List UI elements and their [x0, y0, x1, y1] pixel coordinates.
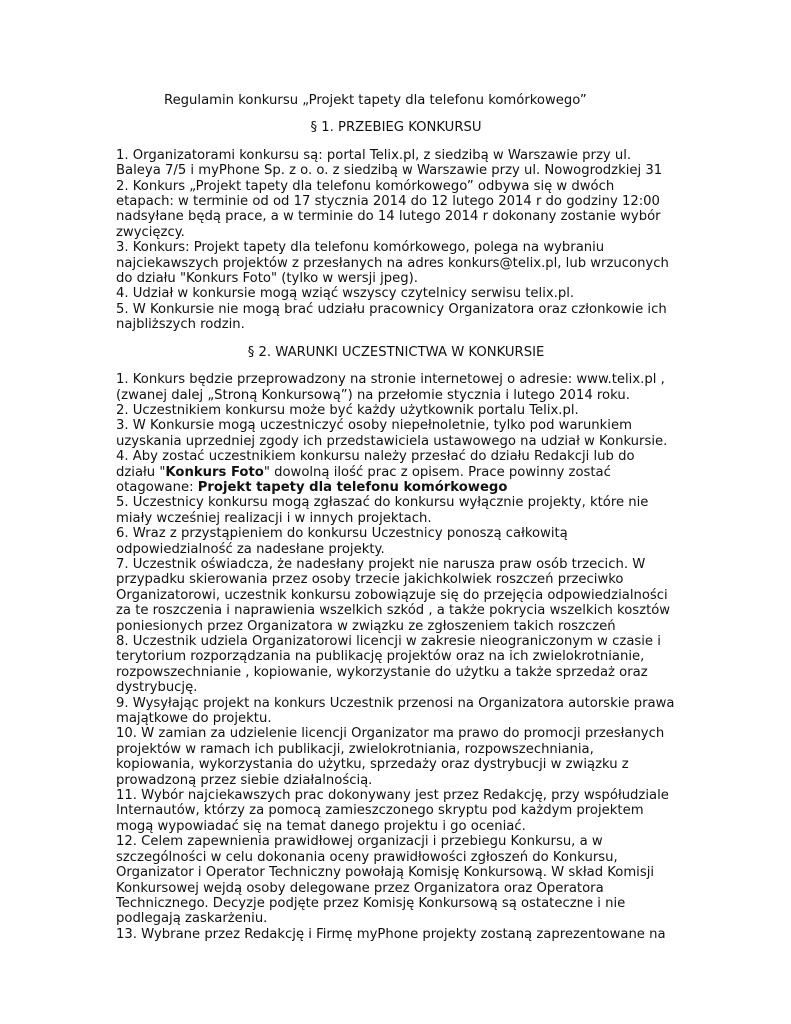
- section-2-item-8: 8. Uczestnik udziela Organizatorowi licencji w zakresie nieograniczonym w czasie i terytorium rozporządzania na publikację projektów oraz na ich zwielokrotnianie, rozpowszechnianie , kopiowanie, wykorzystanie do użytku a także sprzedaż oraz dystrybucję.: [116, 634, 661, 696]
- section-2-item-3: 3. W Konkursie mogą uczestniczyć osoby niepełnoletnie, tylko pod warunkiem uzyskania uprzedniej zgody ich przedstawiciela ustawowego na udział w Konkursie.: [116, 418, 668, 449]
- section-1-item-4: 4. Udział w konkursie mogą wziąć wszyscy czytelnicy serwisu telix.pl.: [116, 286, 575, 302]
- document-body: [116, 93, 676, 942]
- item-4-bold-tag: Projekt tapety dla telefonu komórkowego: [197, 479, 508, 495]
- section-1-item-1: 1. Organizatorami konkursu są: portal Telix.pl, z siedzibą w Warszawie przy ul. Baleya 7/5 i myPhone Sp. z o. o. z siedzibą w Warszawie przy ul. Nowogrodzkiej 31: [116, 147, 663, 179]
- section-2-item-1: 1. Konkurs będzie przeprowadzony na stronie internetowej o adresie: www.telix.pl , (zwanej dalej „Stroną Konkursową”) na przełomie stycznia i lutego 2014 roku.: [116, 372, 665, 403]
- item-4-text-b: " dowolną ilość prac z opisem. Prace powinny zostać otagowane:: [116, 464, 611, 495]
- section-2-item-9: 9. Wysyłając projekt na konkurs Uczestnik przenosi na Organizatora autorskie prawa majątkowe do projektu.: [116, 695, 675, 727]
- document-title: Regulamin konkursu „Projekt tapety dla telefonu komórkowego”: [164, 93, 587, 108]
- section-1-item-5: 5. W Konkursie nie mogą brać udziału pracownicy Organizatora oraz członkowie ich najbliższych rodzin.: [116, 301, 667, 333]
- section-2-item-12: 12. Celem zapewnienia prawidłowej organizacji i przebiegu Konkursu, a w szczególności w celu dokonania oceny prawidłowości zgłoszeń do Konkursu, Organizator i Operator Techniczny powołają Komisję Konkursową. W skład Komisji Konkursowej wejdą osoby delegowane przez Organizatora oraz Operatora Technicznego. Decyzje podjęte przez Komisję Konkursową są ostateczne i nie podlegają zaskarżeniu.: [116, 834, 655, 927]
- section-2-heading: § 2. WARUNKI UCZESTNICTWA W KONKURSIE: [247, 344, 545, 360]
- section-1-item-2: 2. Konkurs „Projekt tapety dla telefonu komórkowego” odbywa się w dwóch etapach: w terminie od od 17 stycznia 2014 do 12 lutego 2014 r do godziny 12:00 nadsyłane będą prace, a w terminie do 14 lutego 2014 r dokonany zostanie wybór zwycięzcy.: [116, 178, 661, 240]
- item-4-bold-konkurs-foto: Konkurs Foto: [165, 464, 264, 480]
- item-4-text-a: 4. Aby zostać uczestnikiem konkursu należy przesłać do działu Redakcji lub do działu ": [116, 449, 635, 480]
- section-2-item-2: 2. Uczestnikiem konkursu może być każdy użytkownik portalu Telix.pl.: [116, 402, 579, 418]
- section-2-item-10: 10. W zamian za udzielenie licencji Organizator ma prawo do promocji przesłanych projektów w ramach ich publikacji, zwielokrotniania, rozpowszechniania, kopiowania, wykorzystania do użytku, sprzedaży oraz dystrybucji w związku z prowadzoną przez siebie działalnością.: [116, 726, 665, 788]
- section-2-item-5: 5. Uczestnicy konkursu mogą zgłaszać do konkursu wyłącznie projekty, które nie miały wcześniej realizacji i w innych projektach.: [116, 495, 649, 526]
- section-1-heading: § 1. PRZEBIEG KONKURSU: [310, 120, 482, 136]
- section-2-item-11: 11. Wybór najciekawszych prac dokonywany jest przez Redakcję, przy współudziale Internautów, którzy za pomocą zamieszczonego skryptu pod każdym projektem mogą wypowiadać się na temat danego projektu i go oceniać.: [116, 788, 669, 834]
- section-2-item-13: 13. Wybrane przez Redakcję i Firmę myPhone projekty zostaną zaprezentowane na: [116, 926, 666, 942]
- section-2-item-6: 6. Wraz z przystąpieniem do konkursu Uczestnicy ponoszą całkowitą odpowiedzialność za nadesłane projekty.: [116, 526, 568, 557]
- section-2-item-4: [116, 449, 676, 495]
- section-2-item-7: 7. Uczestnik oświadcza, że nadesłany projekt nie narusza praw osób trzecich. W przypadku skierowania przez osoby trzecie jakichkolwiek roszczeń przeciwko Organizatorowi, uczestnik konkursu zobowiązuje się do przejęcia odpowiedzialności za te roszczenia i naprawienia wszelkich szkód , a także pokrycia wszelkich kosztów poniesionych przez Organizatora w związku ze zgłoszeniem takich roszczeń: [116, 556, 671, 634]
- section-1-item-3: 3. Konkurs: Projekt tapety dla telefonu komórkowego, polega na wybraniu najciekawszych projektów z przesłanych na adres konkurs@telix.pl, lub wrzuconych do działu "Konkurs Foto" (tylko w wersji jpeg).: [116, 240, 669, 287]
